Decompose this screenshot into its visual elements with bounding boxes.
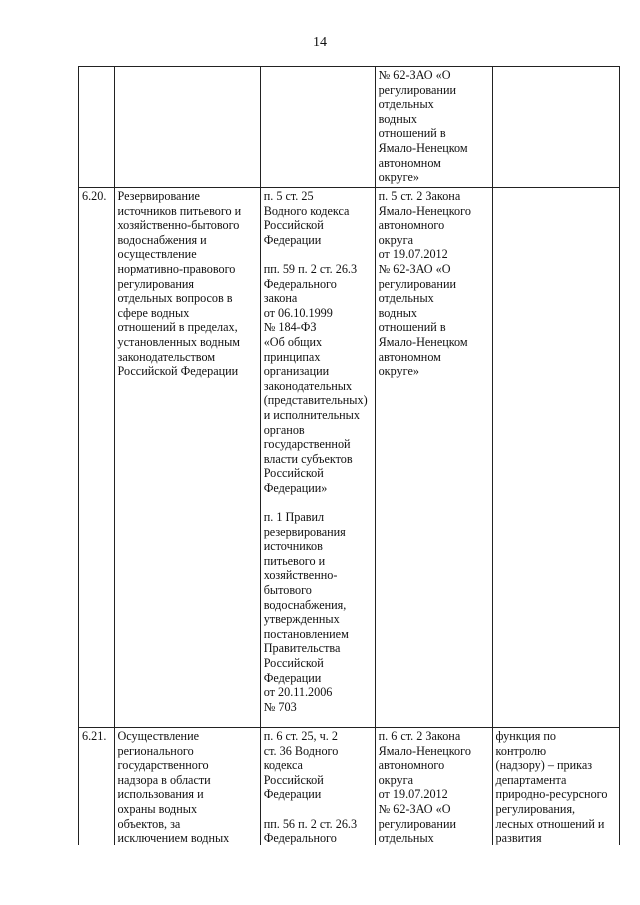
cell-line: п. 6 ст. 2 Закона — [378, 729, 461, 743]
cell-line: «Об общих — [263, 334, 323, 349]
cell-line: округе» — [378, 364, 419, 379]
function-name-cell — [114, 728, 260, 846]
cell-line: развития — [495, 831, 542, 845]
cell-line: кодекса — [263, 758, 303, 773]
page-number: 14 — [313, 35, 327, 50]
cell-line: установленных водным — [117, 334, 240, 349]
regional-law-cell — [375, 728, 492, 846]
cell-line: (представительных) — [263, 393, 368, 408]
cell-line: от 20.11.2006 — [263, 685, 333, 700]
cell-line: отношений в — [378, 126, 446, 141]
cell-line: от 19.07.2012 — [378, 787, 448, 802]
cell-line: законодательством — [117, 349, 216, 364]
cell-line: государственной — [263, 437, 351, 452]
cell-line: закона — [263, 291, 298, 306]
cell-line: власти субъектов — [263, 451, 353, 466]
cell-line: законодательных — [263, 378, 353, 393]
cell-line: Ямало-Ненецком — [378, 140, 468, 155]
note-cell — [492, 67, 619, 188]
note-cell — [492, 728, 619, 846]
cell-line: функция по — [495, 729, 556, 743]
cell-line: государственного — [117, 758, 209, 773]
row-number-cell — [79, 728, 115, 846]
function-name-cell — [114, 67, 260, 188]
cell-line: автономном — [378, 155, 441, 170]
cell-line: № 184-ФЗ — [263, 320, 317, 335]
cell-line: органов — [263, 422, 305, 437]
cell-line: отдельных — [378, 97, 434, 112]
regional-law-cell — [375, 188, 492, 728]
table-body — [79, 67, 620, 846]
cell-line: источников — [263, 539, 323, 554]
cell-line: водных — [378, 305, 417, 320]
cell-line — [264, 495, 372, 510]
table-row — [79, 728, 620, 846]
cell-line: округе» — [378, 170, 419, 185]
cell-line: Федерации — [263, 232, 322, 247]
cell-line: № 703 — [263, 699, 297, 714]
cell-line: водоснабжения и — [117, 232, 207, 247]
function-name-cell — [114, 188, 260, 728]
cell-line: п. 1 Правил — [263, 510, 325, 525]
cell-line: объектов, за — [117, 816, 181, 831]
cell-line: 6.20. — [82, 189, 107, 203]
cell-line: от 06.10.1999 — [263, 305, 333, 320]
cell-line: округа — [378, 772, 414, 787]
cell-line: отношений в — [378, 320, 446, 335]
cell-line: № 62-ЗАО «О — [378, 261, 451, 276]
cell-line: источников питьевого и — [117, 203, 242, 218]
cell-line: отдельных — [378, 831, 434, 845]
cell-line: регулировании — [378, 816, 456, 831]
cell-line: и исполнительных — [263, 407, 360, 422]
cell-line: водных — [378, 111, 417, 126]
cell-line: исключением водных — [117, 831, 230, 845]
federal-basis-cell — [260, 67, 375, 188]
cell-line: бытового — [263, 583, 312, 598]
table-row — [79, 67, 620, 188]
cell-line: утвержденных — [263, 612, 340, 627]
cell-line: хозяйственно-бытового — [117, 218, 240, 233]
cell-line: осуществление — [117, 247, 197, 262]
cell-line: питьевого и — [263, 553, 326, 568]
cell-line: пп. 56 п. 2 ст. 26.3 — [263, 816, 358, 831]
row-number-cell — [79, 67, 115, 188]
cell-line: регулирования — [117, 276, 195, 291]
regional-law-cell — [375, 67, 492, 188]
cell-line: лесных отношений и — [495, 816, 605, 831]
cell-line: Осуществление — [117, 729, 200, 743]
federal-basis-cell — [260, 188, 375, 728]
cell-line — [264, 802, 372, 817]
cell-line: ст. 36 Водного — [263, 743, 339, 758]
cell-line: автономном — [378, 349, 441, 364]
cell-line: Российской — [263, 218, 324, 233]
cell-line: принципах — [263, 349, 321, 364]
cell-line: № 62-ЗАО «О — [378, 801, 451, 816]
cell-line: Ямало-Ненецком — [378, 334, 468, 349]
cell-line: Федерации» — [263, 480, 328, 495]
cell-line: автономного — [378, 218, 445, 233]
cell-line: Ямало-Ненецкого — [378, 743, 471, 758]
cell-line: регулировании — [378, 276, 456, 291]
cell-line: Российской — [263, 656, 324, 670]
cell-line: п. 5 ст. 25 — [263, 189, 314, 203]
cell-line: водоснабжения, — [263, 597, 347, 612]
cell-line: резервирования — [263, 524, 346, 539]
cell-line: регулирования, — [495, 801, 576, 816]
cell-line: департамента — [495, 772, 567, 787]
cell-line: отношений в пределах, — [117, 320, 238, 335]
cell-line: (надзору) – приказ — [495, 758, 593, 773]
cell-line: охраны водных — [117, 801, 198, 816]
cell-line: Федерального — [263, 276, 337, 291]
cell-line: нормативно-правового — [117, 261, 236, 276]
row-number-cell — [79, 188, 115, 728]
cell-line: природно-ресурсного — [495, 787, 608, 802]
cell-line: Российской — [263, 466, 324, 481]
cell-line: Федерации — [263, 670, 322, 685]
cell-line: отдельных — [378, 291, 434, 306]
cell-line: № 62-ЗАО «О — [378, 68, 451, 82]
cell-line: автономного — [378, 758, 445, 773]
cell-line: хозяйственно- — [263, 568, 338, 583]
cell-line: Федерации — [263, 787, 322, 802]
cell-line: надзора в области — [117, 772, 211, 787]
cell-line: организации — [263, 364, 330, 379]
document-table — [78, 66, 620, 845]
federal-basis-cell — [260, 728, 375, 846]
cell-line: постановлением — [263, 626, 349, 641]
cell-line: п. 6 ст. 25, ч. 2 — [263, 729, 338, 743]
cell-line: контролю — [495, 743, 547, 758]
cell-line: Резервирование — [117, 189, 200, 203]
cell-line: отдельных вопросов в — [117, 291, 233, 306]
cell-line: Российской Федерации — [117, 364, 239, 379]
cell-line: Правительства — [263, 641, 341, 656]
cell-line: Федерального — [263, 831, 337, 845]
cell-line: Ямало-Ненецкого — [378, 203, 471, 218]
cell-line: Российской — [263, 772, 324, 787]
cell-line: Водного кодекса — [263, 203, 350, 218]
note-cell — [492, 188, 619, 728]
cell-line: п. 5 ст. 2 Закона — [378, 189, 461, 203]
cell-line: сфере водных — [117, 305, 190, 320]
cell-line: 6.21. — [82, 729, 107, 743]
cell-line: от 19.07.2012 — [378, 247, 448, 262]
cell-line: регионального — [117, 743, 194, 758]
cell-line: использования и — [117, 787, 204, 802]
cell-line: округа — [378, 232, 414, 247]
cell-line: пп. 59 п. 2 ст. 26.3 — [263, 261, 358, 276]
cell-line: регулировании — [378, 82, 456, 97]
table-row — [79, 188, 620, 728]
cell-line — [264, 247, 372, 262]
